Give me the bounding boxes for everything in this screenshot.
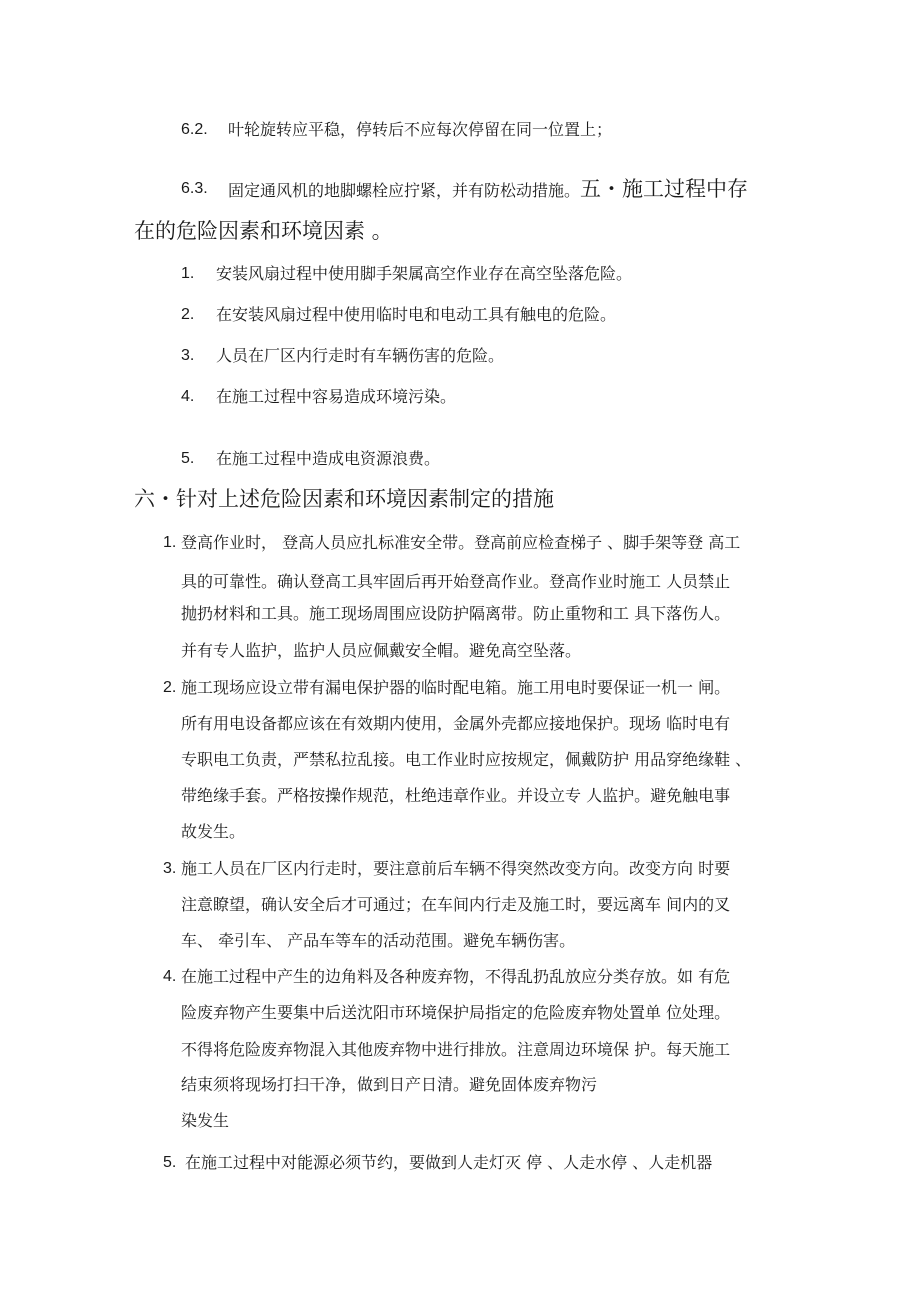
measure-number: 4. [163, 968, 177, 985]
measure-line: 结束须将现场打扫干净，做到日产日清。避免固体废弃物污 [181, 1075, 598, 1094]
list-item-text: 在施工过程中容易造成环境污染。 [216, 387, 457, 406]
measure-number: 1. [163, 534, 177, 551]
list-item-number: 4. [181, 388, 195, 405]
list-item-text: 在施工过程中造成电资源浪费。 [216, 449, 441, 468]
measure-number: 5. [163, 1154, 177, 1171]
measure-line: 并有专人监护，监护人员应佩戴安全帽。避免高空坠落。 [181, 641, 582, 660]
item-text-with-heading [228, 171, 748, 209]
list-item-text: 安装风扇过程中使用脚手架属高空作业存在高空坠落危险。 [216, 264, 633, 283]
item-text: 固定通风机的地脚螺栓应拧紧，并有防松动措施。 [228, 181, 581, 200]
list-item-text: 人员在厂区内行走时有车辆伤害的危险。 [216, 346, 505, 365]
measure-line: 施工人员在厂区内行走时，要注意前后车辆不得突然改变方向。改变方向 时要 [181, 859, 731, 878]
measure-line: 染发生 [181, 1111, 230, 1130]
item-number: 6.3. [181, 180, 208, 197]
list-item-number: 1. [181, 265, 195, 282]
measure-line: 登高作业时， 登高人员应扎标准安全带。登高前应检查梯子 、脚手架等登 高工 [181, 533, 741, 552]
section-heading-five-part1: 五・施工过程中存 [580, 177, 749, 201]
measure-line: 带绝缘手套。严格按操作规范，杜绝违章作业。并设立专 人监护。避免触电事 [181, 786, 731, 805]
list-item-text: 在安装风扇过程中使用临时电和电动工具有触电的危险。 [216, 305, 617, 324]
measure-line: 注意瞭望，确认安全后才可通过；在车间内行走及施工时，要远离车 间内的叉 [181, 895, 731, 914]
list-item-number: 3. [181, 347, 195, 364]
list-item-number: 2. [181, 306, 195, 323]
measure-number: 3. [163, 860, 177, 877]
measure-line: 不得将危险废弃物混入其他废弃物中进行排放。注意周边环境保 护。每天施工 [181, 1040, 731, 1059]
measure-line: 施工现场应设立带有漏电保护器的临时配电箱。施工用电时要保证一机一 闸。 [181, 678, 731, 697]
measure-line: 在施工过程中产生的边角料及各种废弃物，不得乱扔乱放应分类存放。如 有危 [181, 967, 731, 986]
measure-number: 2. [163, 679, 177, 696]
measure-line: 故发生。 [181, 822, 246, 841]
measure-line: 险废弃物产生要集中后送沈阳市环境保护局指定的危险废弃物处置单 位处理。 [181, 1003, 731, 1022]
list-item-number: 5. [181, 450, 195, 467]
measure-line: 所有用电设备都应该在有效期内使用，金属外壳都应接地保护。现场 临时电有 [181, 714, 731, 733]
item-number: 6.2. [181, 121, 208, 138]
measure-line: 抛扔材料和工具。施工现场周围应设防护隔离带。防止重物和工 具下落伤人。 [181, 604, 731, 623]
item-text: 叶轮旋转应平稳，停转后不应每次停留在同一位置上； [228, 120, 613, 139]
measure-line: 车、 牵引车、 产品车等车的活动范围。避免车辆伤害。 [181, 931, 576, 950]
measure-line: 专职电工负责，严禁私拉乱接。电工作业时应按规定，佩戴防护 用品穿绝缘鞋 、 [181, 750, 752, 769]
measure-line: 具的可靠性。确认登高工具牢固后再开始登高作业。登高作业时施工 人员禁止 [181, 572, 731, 591]
section-heading-six: 六・针对上述危险因素和环境因素制定的措施 [134, 487, 554, 511]
section-heading-five-part2: 在的危险因素和环境因素 。 [134, 219, 393, 243]
measure-line: 在施工过程中对能源必须节约，要做到人走灯灭 停 、人走水停 、人走机器 [185, 1153, 713, 1172]
